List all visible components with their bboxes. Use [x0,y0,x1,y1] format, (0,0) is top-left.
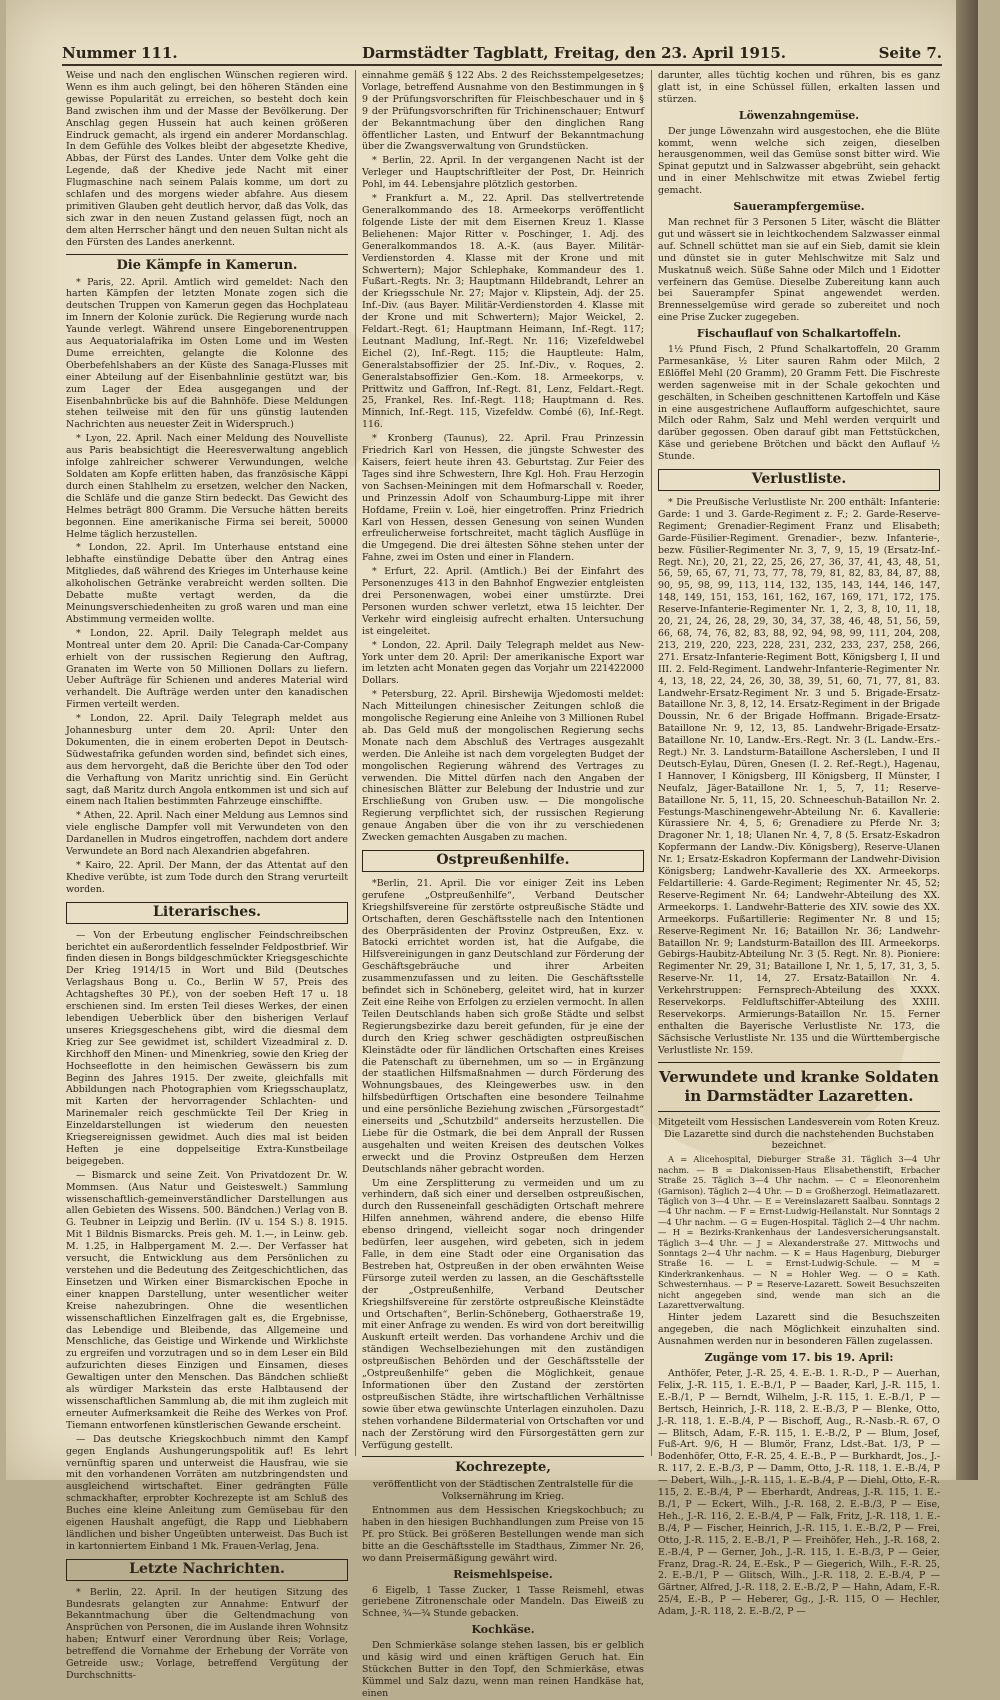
article-text: — Das deutsche Kriegskochbuch nimmt den Kampf gegen Englands Aushungerungspolitik auf! Es lehrt vernünftig sparen und unterweist die Hausfrau, wie sie mit den vorhandenen Vorräten am nutzbringendsten und ausgleichend wirtschaftet. Einer gedrängten Fülle schmackhafter, erprobter Kochrezepte ist am Schluß des Buches eine kleine Anleitung zum Gemüsebau für den eigenen Haushalt angefügt, die Rapp und Liebhabern ländlichen und bisher Ungeübten unterweist. Das Buch ist in kartonniertem Einband 1 Mk. Frauen-Verlag, Jena. [66,1433,348,1552]
article-text: einnahme gemäß § 122 Abs. 2 des Reichsstempelgesetzes; Vorlage, betreffend Ausnahme von den Bestimmungen in § 9 der Prüfungsvorschriften für Fleischbeschauer und in § 9 der Prüfungsvorschriften für Trichinenschauer; Entwurf der Bekanntmachung über den dinglichen Rang öffentlicher Lasten, und Entwurf der Bekanntmachung über die Zwangsverwaltung von Grundstücken. [362,70,644,153]
article-text: Um eine Zersplitterung zu vermeiden und um zu verhindern, daß sich einer und derselben ostpreußischen, durch den Russeneinfall geschädigten Ortschaft mehrere Hilfen annehmen, während andere, die ebenso Hilfe ebenso dringend, vielleicht sogar noch dringender bedürfen, leer ausgehen, wird gebeten, sich in jedem Falle, in dem eine Stadt oder eine Organisation das Bestreben hat, Ostpreußen in der oben erwähnten Weise Fürsorge zuteil werden zu lassen, an die Geschäftsstelle der „Ostpreußenhilfe, Verband Deutscher Kriegshilfsvereine für zerstörte ostpreußische Kleinstädte und Ortschaften“, Berlin-Schöneberg, Gothaerstraße 19, mit einer Anfrage zu wenden. Es wird von dort bereitwillig Auskunft erteilt werden. Das vorhandene Archiv und die ständigen Wechselbeziehungen mit den zuständigen ostpreußischen Behörden und der Geschäftsstelle der „Ostpreußenhilfe“ geben die Möglichkeit, genaue Informationen über den Zustand der zerstörten ostpreußischen Städte, ihre wirtschaftlichen Verhältnisse sowie über etwa gewünschte Unterlagen einzuholen. Dazu stehen vorhandene Bildermaterial von Ortschaften vor und nach der Zerstörung wird den Fürsorgestätten gern zur Verfügung gestellt. [362,1177,644,1451]
article-text: Anthöfer, Peter, J.-R. 25, 4. E.-B. 1. R.-D., P — Auerhan, Felix, J.-R. 115, 1. E.-B./1, P — Baader, Karl, J.-R. 115, 1. E.-B./1, P — Berndt, Wilhelm, J.-R. 115, 1. E.-B./1, P — Bertsch, Heinrich, J.-R. 118, 2. E.-B./3, P — Blenke, Otto, J.-R. 118, 1. E.-B./4, P — Bischoff, Aug., R.-Nasb.-R. 67, O — Blitsch, Adam, F.-R. 115, 1. E.-B./2, P — Blum, Josef, Fuß-Art. 9/6, H — Blumör, Franz, Ldst.-Bat. 1/3, P — Bodenhöfer, Otto, F.-R. 25, 4. E.-B., P — Burkhardt, Jos., J.-R. 117, 2. E.-B./3, P — Damm, Otto, J.-R. 118, 1. E.-B./4, P — Debert, Wilh., J.-R. 115, 1. E.-B./4, P — Diehl, Otto, F.-R. 115, 2. E.-B./4, P — Eberhardt, Andreas, J.-R. 115, 1. E.-B./1, P — Eckert, Wilh., J.-R. 168, 2. E.-B./3, P — Eise, Heh., J.-R. 116, 2. E.-B./4, P — Falk, Fritz, J.-R. 118, 1. E.-B./4, P — Fischer, Heinrich, J.-R. 115, 1. E.-B./2, P — Frei, Otto, J.-R. 115, 2. E.-B./1, P — Freihöfer, Heh., J.-R. 168, 2. E.-B./4, P — Gerner, Joh., J.-R. 115, 1. E.-B./3, P — Geier, Franz, Drag.-R. 24, E.-Esk., P — Giegerich, Wilh., F.-R. 25, 2. E.-B./1, P — Glitsch, Wilh., J.-R. 118, 2. E.-B./4, P — Gärtner, Alfred, J.-R. 118, 2. E.-B./2, P — Hahn, Adam, F.-R. 25/4, E.-B., P — Heberer, Gg., J.-R. 115, O — Hechler, Adam, J.-R. 118, 2. E.-B./2, P — [658,1368,940,1618]
article-text: Weise und nach den englischen Wünschen regieren wird. Wenn es ihm auch gelingt, bei den höheren Ständen eine gewisse Popularität zu erreichen, so besteht doch kein Band zwischen ihm und der Masse der Bevölkerung. Der Anschlag gegen Hussein hat auch keinen größeren Eindruck gemacht, als irgend ein anderer Mordanschlag. In dem Gefühle des Volkes bleibt der abgesetzte Khedive, Abbas, der Fürst des Landes. Unter dem Volke geht die Legende, daß der Khedive jede Nacht mit einer Flugmaschine nach seinem Palais komme, um dort zu schlafen und des morgens wieder abfahre. Aus diesem primitiven Glauben geht deutlich hervor, daß das Volk, das sich zwar in den neuen Zustand gelassen fügt, noch an dem alten Herrscher hängt und den neuen Sultan nicht als den Fürsten des Landes anerkennt. [66,70,348,248]
section-heading: Ostpreußenhilfe. [436,852,570,868]
recipe-heading: Sauerampfergemüse. [733,200,865,214]
article-text: * London, 22. April. Daily Telegraph meldet aus Montreal unter dem 20. April: Die Canada-Car-Company erhielt von der russischen Regierung den Auftrag, Granaten im Werte von 50 Millionen Dollars zu liefern. Ueber Aufträge für Schienen und anderes Material wird verhandelt. Die Aufträge werden unter den kanadischen Firmen verteilt werden. [66,627,348,711]
column-divider [355,70,356,1456]
header-rule [62,64,942,66]
recipe-heading: Löwenzahngemüse. [738,108,860,122]
section-rule [362,1456,644,1457]
article-text: Hinter jedem Lazarett sind die Besuchszeiten angegeben, die nach Möglichkeit einzuhalten sind. Ausnahmen werden nur in besonderen Fällen zugelassen. [658,1312,940,1348]
article-text: * Kairo, 22. April. Der Mann, der das Attentat auf den Khedive verübte, ist zum Tode durch den Strang verurteilt worden. [66,860,348,895]
newspaper-page [6,0,978,1699]
article-text: Man rechnet für 3 Personen 5 Liter, wäscht die Blätter gut und wässert sie in leichtkochendem Salzwasser einmal auf. Schnell schüttet man sie auf ein Sieb, damit sie klein und dünstet sie in guter Mehlschwitze mit Salz und Muskatnuß weich. Süße Sahne oder Milch und 1 Eidotter verfeinern das Gemüse. Dieselbe Zubereitung kann auch bei Sauerampfer Spinat angewendet werden. Brennesselgemüse wird gerade so zubereitet und noch eine Prise Zucker zugegeben. [658,216,940,324]
article-text: *Berlin, 21. April. Die vor einiger Zeit ins Leben gerufene „Ostpreußenhilfe“, Verband Deutscher Kriegshilfsvereine für zerstörte ostpreußische Städte und Ortschaften, deren Geschäftsstelle nach den Intentionen des Oberpräsidenten der Provinz Ostpreußen, Exz. v. Batocki errichtet worden ist, hat die Aufgabe, die Hilfsvereinigungen in ganz Deutschland zur Förderung der Geschäftsgebräuche und ihrer Arbeiten zusammenzufassen und zu leiten. Die Geschäftsstelle befindet sich in Schöneberg, geleitet wird, hat in kurzer Zeit eine Reihe von Erfolgen zu erzielen vermocht. In allen Teilen Deutschlands haben sich große Städte und selbst Regierungsbezirke dazu bereit gefunden, für je eine der durch den Krieg schwer geschädigten ostpreußischen Kleinstädte oder für ländlichen Ortschaften eines Kreises die Patenschaft zu übernehmen, um so — in Ergänzung der staatlichen Hilfsmaßnahmen — durch Förderung des Wohnungsbaues, des Kleingewerbes usw. in den hilfsbedürftigen Ortschaften eine besondere Teilnahme und eine persönliche Beziehung zwischen „Fürsorgestadt“ einerseits und „Schutzbild“ anderseits herzustellen. Die Liebe für die Ostmark, die bei dem Anprall der Russen ausgehalten und weiten Kreisen des deutschen Volkes erweckt und die Provinz Ostpreußen dem Herzen Deutschlands näher gebracht worden. [362,877,644,1175]
issue-number: Nummer 111. [62,44,178,62]
section-heading: Die Kämpfe in Kamerun. [116,257,298,273]
article-text: * Berlin, 22. April. In der heutigen Sitzung des Bundesrats gelangten zur Annahme: Entwurf der Bekanntmachung über die Geltendmachung von Ansprüchen von Personen, die im Auslande ihren Wohnsitz haben; Entwurf einer Verordnung über Reis; Vorlage, betreffend die Vornahme der Erhebung der Vorräte von Getreide usw.; Vorlage, betreffend Vergütung der Durchschnitts- [66,1586,348,1681]
page-header [62,44,942,70]
section-rule [658,1111,940,1112]
article-text: * Kronberg (Taunus), 22. April. Frau Prinzessin Friedrich Karl von Hessen, die jüngste Schwester des Kaisers, feiert heute ihren 43. Geburtstag. Zur Feier des Tages sind ihre Schwestern, Ihre Kgl. Hoh. Frau Herzogin von Sachsen-Meiningen mit dem Hofmarschall v. Roeder, und Prinzessin Adolf von Schaumburg-Lippe mit ihrer Hofdame, Freiin v. Loë, hier eingetroffen. Prinz Friedrich Karl von Hessen, dessen Genesung von seinen Wunden erfreulicherweise fortschreitet, macht täglich Ausflüge in die Umgegend. Die drei ältesten Söhne stehen unter der Fahne, zwei im Osten und einer in Flandern. [362,433,644,564]
section-box [658,469,940,491]
article-text: — Von der Erbeutung englischer Feindschreibschen berichtet ein außerordentlich fesselnder Feldpostbrief. Wir finden diesen in Bongs bildgeschmückter Kriegsgeschichte Der Krieg 1914/15 in Wort und Bild (Deutsches Verlagshaus Bong u. Co., Berlin W 57, Preis des Achtagsheftes 30 Pf.), von der soeben Heft 17 u. 18 erschienen sind. Im ersten Teil dieses Werkes, der einen lebendigen Ueberblick über den bisherigen Verlauf unseres Kriegsgeschehens gibt, wird die diesmal dem Krieg zur See gewidmet ist, schildert Vizeadmiral z. D. Kirchhoff den Minen- und Minenkrieg, sowie den Krieg der Hochseeflotte in den heimischen Gewässern bis zum Beginn des Jahres 1915. Der zweite, gleichfalls mit Abbildungen nach Photographien vom Kriegsschauplatz, mit Karten der hervorragender Schlachten- und Marinemaler reich geschmückte Teil Der Krieg in Einzeldarstellungen ist wiederum den neuesten Kriegsereignissen gewidmet. Auch dies mal ist beiden Heften je eine doppelseitige Extra-Kunstbeilage beigegeben. [66,929,348,1167]
article-text: darunter, alles tüchtig kochen und rühren, bis es ganz glatt ist, in eine Schüssel füllen, erkalten lassen und stürzen. [658,70,940,105]
article-text: — Bismarck und seine Zeit. Von Privatdozent Dr. W. Mommsen. (Aus Natur und Geisteswelt.) Sammlung wissenschaftlich-gemeinverständlicher Darstellungen aus allen Gebieten des Wissens. 500. Bändchen.) Verlag von B. G. Teubner in Leipzig und Berlin. (IV u. 154 S.) 8. 1915. Mit 1 Bildnis Bismarcks. Preis geh. M. 1.—, in Leinw. geb. M. 1.25, in Halbpergament M. 2.—. Der Verfasser hat versucht, die Entwicklung aus dem Persönlichen zu verstehen und die Bedeutung des Zeitgeschichtlichen, das Einsetzen und Wirken einer Bismarckischen Epoche in einer knappen Darstellung, unter wesentlicher weiter Kreise nahezubringen. Ohne die wesentlichen wissenschaftlichen Einzelfragen galt es, die Ergebnisse, das Lebendige und Bleibende, das Allgemeine und Menschliche, das Geistige und Wirkende und Wirklichste zu ergreifen und vorzutragen und so in dem Leser ein Bild aufzurichten dieses Einzigen und Einsamen, dieses Gewaltigen unter den Menschen. Das Bändchen schließt als würdiger Markstein das erste Halbtausend der wissenschaftlichen Sammlung ab, die mit ihm zugleich mit erneuter Aufmerksamkeit die Reihe des Werkes von Prof. Tiemann entworfenen künstlerischen Gewande erscheint. [66,1169,348,1431]
column-3 [658,70,940,1618]
section-rule [658,1062,940,1063]
article-text: * Paris, 22. April. Amtlich wird gemeldet: Nach den harten Kämpfen der letzten Monate zogen sich die deutschen Truppen von Kamerun gegen das Hochplateau im Innern der Kolonie zurück. Die Regierung wurde nach Yaunde verlegt. Während unsere Eingeborenentruppen aus Aequatorialafrika im Osten Lome und im Westen Dume erreichten, gelangte die Kolonne des Oberbefehlshabers an der Küste des Sanaga-Flusses mit einer Abteilung auf der Eisenbahnlinie gestützt war, bis zum Lager der Edea ausgegangen und der Eisenbahnbrücke bis auf die Bahnhöfe. Diese Meldungen stehen teilweise mit den für uns günstig lautenden Nachrichten aus neuester Zeit in Widerspruch.) [66,276,348,431]
article-text: * Frankfurt a. M., 22. April. Das stellvertretende Generalkommando des 18. Armeekorps veröffentlicht folgende Liste der mit dem Eisernen Kreuz 1. Klasse Beliehenen: Major Ritter v. Poschinger, 1. Adj. des Generalkommandos 18. A.-K. (aus Bayer. Militär-Verdienstorden 4. Klasse mit der Krone und mit Schwertern); Major Schlephake, Kommandeur des 1. Fußart.-Regts. Nr. 3; Hauptmann Hildebrandt, Lehrer an der Kriegsschule Nr. 27; Major v. Klipstein, Adj. der 25. Inf.-Div. (aus Bayer. Militär-Verdienstorden 4. Klasse mit der Krone und mit Schwertern); Major Weickel, 2. Feldart.-Regt. 61; Hauptmann Heimann, Inf.-Regt. 117; Leutnant Madlung, Inf.-Regt. Nr. 116; Vizefeldwebel Eichel (2), Inf.-Regt. 115; die Hauptleute: Halm, Generalstabsoffizier der 25. Inf.-Div., v. Roques, 2. Generalstabsoffizier Gen.-Kom. 18. Armeekorps, v. Prittwitz und Gaffron, Inf.-Regt. 81, Lenz, Feldart.-Regt. 25, Frankel, Res. Inf.-Regt. 118; Hauptmann d. Res. Minnich, Inf.-Regt. 115, Vizefeldw. Combé (6), Inf.-Regt. 116. [362,193,644,431]
section-heading: Verlustliste. [751,471,847,488]
article-text: * Petersburg, 22. April. Birshewija Wjedomosti meldet: Nach Mitteilungen chinesischer Zeitungen schloß die mongolische Regierung eine Anleihe von 3 Millionen Rubel ab. Das Geld muß der mongolischen Regierung sechs Monate nach dem Abschluß des Vertrages ausgezahlt werden. Die Anleihe ist nach dem vorgelegten Budget der mongolischen Regierung während des Vertrages zu verwenden. Die Mittel dürfen nach den Angaben der chinesischen Blätter zur Belebung der Industrie und zur Erschließung von Gruben usw. — Die mongolische Regierung verpflichtet sich, der russischen Regierung genaue Angaben über die von ihr zu verschiedenen Zwecken gemachten Ausgaben zu machen. [362,689,644,844]
section-heading: Literarisches. [153,903,261,920]
recipe-heading: Kochkäse. [471,1623,535,1637]
article-text: * Erfurt, 22. April. (Amtlich.) Bei der Einfahrt des Personenzuges 413 in den Bahnhof Engwezier entgleisten drei Personenwagen, wobei einer umstürzte. Drei Personen wurden schwer verletzt, etwa 15 leichter. Der Verkehr wird eingleisig aufrecht erhalten. Untersuchung ist eingeleitet. [362,566,644,637]
binding-edge [956,0,978,1480]
section-box [66,1559,348,1581]
column-2 [362,70,644,1699]
recipe-heading: Fischauflauf von Schalkartoffeln. [696,327,902,341]
article-text: Den Schmierkäse solange stehen lassen, bis er gelblich und käsig wird und einen kräftigen Geruch hat. Ein Stückchen Butter in den Topf, den Schmierkäse, etwas Kümmel und Salz dazu, wenn man reinen Handkäse hat, einen [362,1640,644,1699]
list-heading: Zugänge vom 17. bis 19. April: [704,1351,894,1365]
column-divider [651,70,652,1456]
article-text: * London, 22. April. Daily Telegraph meldet aus New-York unter dem 20. April: Der amerikanische Export war im letzten acht Monaten gegen das Vorjahr um 221422000 Dollars. [362,639,644,687]
article-subheading: Mitgeteilt vom Hessischen Landesverein vom Roten Kreuz. Die Lazarette sind durch die nachstehenden Buchstaben bezeichnet. [658,1116,940,1152]
article-text: Entnommen aus dem Hessischen Kriegskochbuch; zu haben in den hiesigen Buchhandlungen zum Preise von 15 Pf. pro Stück. Bei größeren Bestellungen wende man sich bitte an die Geschäftsstelle im Stadthaus, Zimmer Nr. 26, wo dann Preisermäßigung gewährt wird. [362,1505,644,1564]
section-heading: Kochrezepte, [455,1460,551,1476]
section-heading: Letzte Nachrichten. [129,1560,285,1577]
article-text: A = Alicehospital, Dieburger Straße 31. Täglich 3—4 Uhr nachm. — B = Diakonissen-Haus Elisabethenstift, Erbacher Straße 25. Täglich 3—4 Uhr nachm. — C = Eleonorenheim (Garnison). Täglich 2—4 Uhr. — D = Großherzogl. Heimatlazarett. Täglich von 3—4 Uhr. — E = Vereinslazarett Saalbau. Sonntags 2—4 Uhr nachm. — F = Ernst-Ludwig-Heilanstalt. Nur Sonntags 2—4 Uhr nachm. — G = Eugen-Hospital. Täglich 2—4 Uhr nachm. — H = Bezirks-Krankenhaus der Landesversicherungsanstalt. Täglich 3—4 Uhr. — J = Alexanderstraße 27. Mittwochs und Sonntags 2—4 Uhr nachm. — K = Haus Hagenburg, Dieburger Straße 16. — L = Ernst-Ludwig-Schule. — M = Kinderkrankenhaus. — N = Hohler Weg. — O = Kath. Schwesternhaus. — P = Reserve-Lazarett. Soweit Besuchszeiten nicht angegeben sind, wende man sich an die Lazarettverwaltung. [658,1154,940,1310]
page-number: Seite 7. [878,44,942,62]
article-text: * Die Preußische Verlustliste Nr. 200 enthält: Infanterie: Garde: 1 und 3. Garde-Regiment z. F.; 2. Garde-Reserve-Regiment; Grenadier-Regiment Franz und Elisabeth; Garde-Füsilier-Regiment. Grenadier-, bezw. Infanterie-, bezw. Füsilier-Regimenter Nr. 3, 7, 9, 15, 19 (Ersatz-Inf.-Regt. Nr.), 20, 21, 22, 25, 26, 27, 36, 37, 41, 43, 48, 51, 56, 59, 65, 67, 71, 73, 77, 78, 79, 81, 82, 83, 84, 87, 88, 90, 95, 98, 99, 113, 114, 132, 135, 143, 144, 146, 147, 148, 149, 151, 153, 161, 162, 167, 169, 171, 172, 175. Reserve-Infanterie-Regimenter Nr. 1, 2, 3, 8, 10, 11, 18, 20, 21, 24, 26, 28, 29, 30, 34, 37, 38, 46, 48, 51, 56, 59, 66, 68, 74, 76, 82, 83, 88, 92, 94, 98, 99, 111, 204, 208, 213, 219, 220, 223, 228, 231, 232, 233, 237, 258, 266, 271. Ersatz-Infanterie-Regiment Bott, Königsberg I, II und III. 2. Feld-Regiment. Landwehr-Infanterie-Regimenter Nr. 4, 13, 18, 22, 24, 26, 30, 38, 39, 51, 60, 71, 77, 81, 83. Landwehr-Ersatz-Regiment Nr. 3 und 5. Brigade-Ersatz-Bataillone Nr. 3, 8, 12, 14. Ersatz-Regiment in der Brigade Doussin, Nr. 6 der Brigade Hoffmann. Brigade-Ersatz-Bataillone Nr. 9, 12, 13, 85. Landwehr-Brigade-Ersatz-Bataillone Nr. 10, Landw.-Ers.-Regt. Nr. 3 (L. Landw.-Ers.-Regt.) Nr. 3. Landsturm-Bataillone Aschersleben, I und II Deutsch-Eylau, Düren, Gnesen (I. 2. Ref.-Regt.), Hagenau, I Hannover, I Königsberg, III Königsberg, II Münster, I Neufalz, Jäger-Bataillone Nr. 1, 5, 7, 11; Reserve-Bataillone Nr. 5, 11, 15, 20. Schneeschuh-Bataillon Nr. 2. Festungs-Maschinengewehr-Abteilung Nr. 6. Kavallerie: Kürassiere Nr. 4, 5, 6; Grenadiere zu Pferde Nr. 3; Dragoner Nr. 1, 18; Ulanen Nr. 4, 7, 8 (5. Ersatz-Eskadron Kopfermann der Landw.-Div. Königsberg), Reserve-Ulanen Nr. 1; Ersatz-Eskadron Kopfermann der Landwehr-Division Königsberg; Landwehr-Kavallerie des XX. Armeekorps. Feldartillerie: 4. Garde-Regiment; Regimenter Nr. 45, 52; Reserve-Regiment Nr. 64; Landwehr-Abteilung des XX. Armeekorps. 1. Landwehr-Batterie des XIV. sowie des XX. Armeekorps. Fußartillerie: Regimenter Nr. 8 und 15; Reserve-Regiment Nr. 16; Bataillon Nr. 36; Landwehr-Bataillon Nr. 9; Landsturm-Bataillon des III. Armeekorps. Gebirgs-Haubitz-Abteilung Nr. 3 (5. Regt. Nr. 8). Pioniere: Regimenter Nr. 29, 31; Bataillone I, Nr. 1, 5, 17, 31, 3, 5. Reserve-Nr. 11, 14, 27. Ersatz-Bataillon Nr. 4. Verkehrstruppen: Fernsprech-Abteilung des XXXX. Reservekorps. Feldluftschiffer-Abteilung des XXIII. Reservekorps. Armierungs-Bataillon Nr. 15. Ferner enthalten die Bayerische Verlustliste Nr. 173, die Sächsische Verlustliste Nr. 135 und die Württembergische Verlustliste Nr. 159. [658,497,940,1056]
headline: Verwundete und kranke Soldaten in Darmstädter Lazaretten. [659,1067,939,1105]
recipe-heading: Reismehlspeise. [453,1567,553,1581]
newspaper-title: Darmstädter Tagblatt, Freitag, den 23. April 1915. [362,44,787,62]
article-text: 6 Eigelb, 1 Tasse Zucker, 1 Tasse Reismehl, etwas geriebene Zitronenschale oder Mandeln. Das Eiweiß zu Schnee, ¾—¾ Stunde gebacken. [362,1584,644,1620]
article-text: * Berlin, 22. April. In der vergangenen Nacht ist der Verleger und Hauptschriftleiter der Post, Dr. Heinrich Pohl, im 44. Lebensjahre plötzlich gestorben. [362,155,644,191]
article-subheading: veröffentlicht von der Städtischen Zentralstelle für die Volksernährung im Krieg. [372,1479,634,1503]
section-rule [66,254,348,255]
article-text: Der junge Löwenzahn wird ausgestochen, ehe die Blüte kommt, wenn welche sich zeigen, dieselben herausgenommen, weil das Gemüse sonst bitter wird. Wie Spinat geputzt und in Salzwasser abgebrüht, sein gehackt und in einer Mehlschwitze mit etwas Zwiebel fertig gemacht. [658,125,940,197]
section-box [362,850,644,872]
article-text: * London, 22. April. Daily Telegraph meldet aus Johannesburg unter dem 20. April: Unter den Dokumenten, die in einem eroberten Depot in Deutsch-Südwestafrika gefunden worden sind, befindet sich eines, aus dem hervorgeht, daß die Berichte über den Tod oder die Verhaftung von Maritz unrichtig sind. Ein Gerücht sagt, daß Maritz durch Angola entkommen ist und sich auf einem nach Italien bestimmten Fahrzeuge einschiffte. [66,713,348,808]
column-1 [66,70,348,1681]
section-box [66,902,348,924]
article-text: * Athen, 22. April. Nach einer Meldung aus Lemnos sind viele englische Dampfer voll mit Verwundeten von den Dardanellen in Mudros eingetroffen, nachdem dort andere Verwundete an Bord nach Alexandrien abgefahren. [66,810,348,858]
article-text: * Lyon, 22. April. Nach einer Meldung des Nouvelliste aus Paris beabsichtigt die Heeresverwaltung angeblich infolge zahlreicher schwerer Verwundungen, welche Soldaten am Kopfe erlitten haben, das französische Käppi durch einen Stahlhelm zu ersetzen, welcher den Nacken, die Schläfe und die ganze Stirn bedeckt. Das Gewicht des Helmes beträgt 800 Gramm. Die Versuche hätten bereits begonnen. Eine amerikanische Firma sei bereit, 50000 Helme täglich herzustellen. [66,433,348,540]
article-text: 1½ Pfund Fisch, 2 Pfund Schalkartoffeln, 20 Gramm Parmesankäse, ½ Liter sauren Rahm oder Milch, 2 Eßlöffel Mehl (20 Gramm), 20 Gramm Fett. Die Fischreste werden sagenweise mit in der Schale gekochten und geschälten, in Scheiben geschnittenen Kartoffeln und Käse in eine ausgestrichene Auflaufform aufgeschichtet, saure Milch oder Rahm, Salz und Mehl werden verquirlt und darüber gegossen. Oben darauf gibt man Fettstückchen, Käse und geriebene Brötchen und bäckt den Auflauf ½ Stunde. [658,344,940,463]
article-text: * London, 22. April. Im Unterhause entstand eine lebhafte einstündige Debatte über den Antrag eines Mitgliedes, daß während des Krieges im Unterhause keine alkoholischen Getränke verabreicht werden sollten. Die Debatte mußte vertagt werden, da die Meinungsverschiedenheiten zu groß waren und man eine Abstimmung vermeiden wollte. [66,542,348,625]
